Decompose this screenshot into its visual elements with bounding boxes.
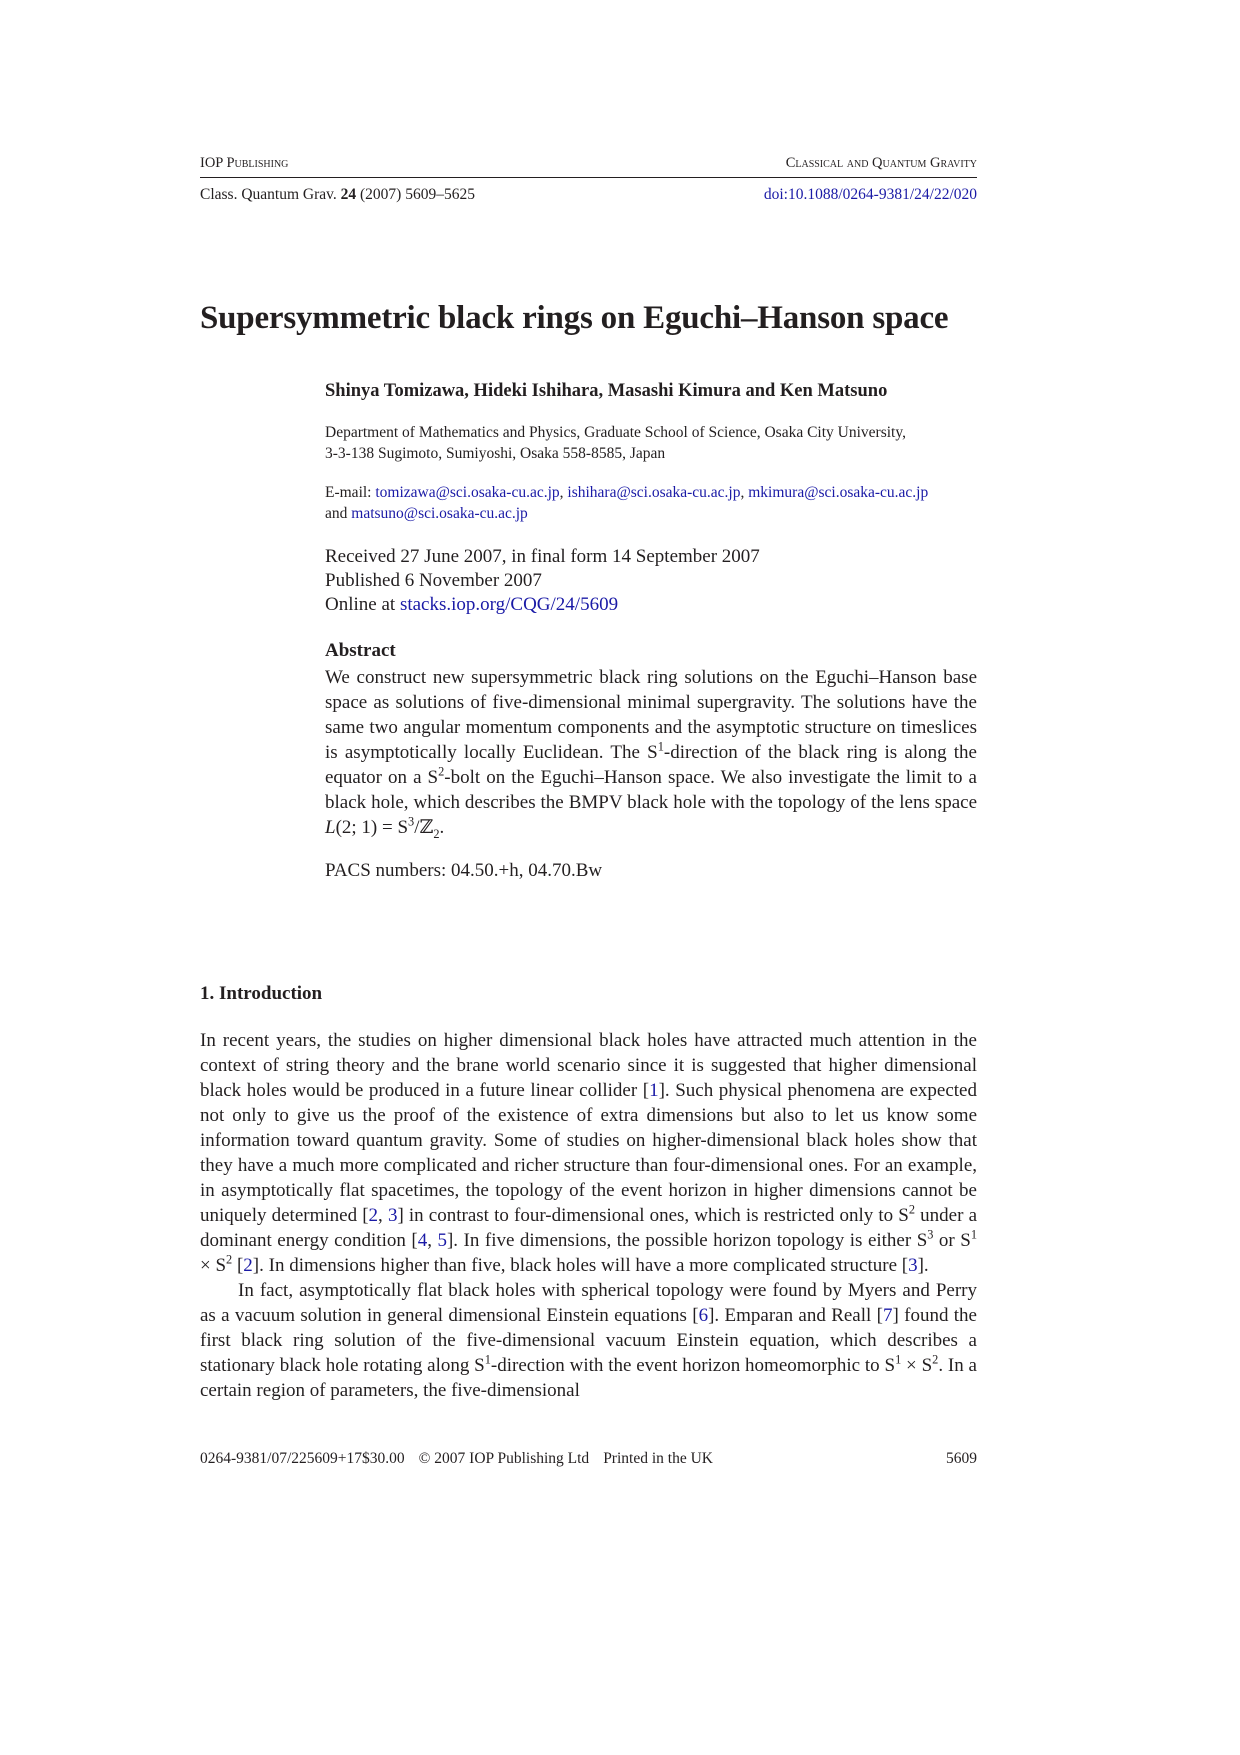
affiliation-line-1: Department of Mathematics and Physics, Graduate School of Science, Osaka City University, [325,424,906,441]
ref-link-5[interactable]: 5 [437,1230,447,1251]
intro-paragraph-1: In recent years, the studies on higher dimensional black holes have attracted much attention in the context of string theory and the brane world scenario since it is suggested that higher dimensional black holes would be produced in a future linear collider [1]. Such physical phenomena are expected not only to give us the proof of the existence of extra dimensions but also to let us know some information toward quantum gravity. Some of studies on higher-dimensional black holes show that they have a much more complicated and richer structure than four-dimensional ones. For an example, in asymptotically flat spacetimes, the topology of the event horizon in higher dimensions cannot be uniquely determined [2, 3] in contrast to four-dimensional ones, which is restricted only to $S^2$ under a dominant energy condition [4, 5]. In five dimensions, the possible horizon topology is either $S^3$ or $S^1 \times S^2$ [2]. In dimensions higher than five, black holes will have a more complicated structure [3]. [200,1030,978,1276]
affiliation-line-2: 3-3-138 Sugimoto, Sumiyoshi, Osaka 558-8585, Japan [325,445,666,462]
author-list: Shinya Tomizawa, Hideki Ishihara, Masashi Kimura and Ken Matsuno [325,381,888,401]
ref-link-2b[interactable]: 2 [243,1255,253,1276]
lens-args: (2; 1) = S [335,817,409,838]
footer-printed: Printed in the UK [603,1450,713,1467]
quotient-symbol: /ℤ [414,817,434,838]
online-link[interactable]: stacks.iop.org/CQG/24/5609 [399,594,619,615]
email-link-ishihara[interactable]: ishihara@sci.osaka-cu.ac.jp [567,484,741,501]
journal-name: Classical and Quantum Gravity [785,155,977,171]
sup-s1: 1 [657,739,664,754]
sup-s3: 3 [408,814,415,829]
online-label: Online at [325,594,396,615]
sub-z2: 2 [433,826,440,841]
footer-copyright: © 2007 IOP Publishing Ltd [418,1450,590,1467]
page-number: 5609 [946,1450,977,1467]
pacs-numbers: PACS numbers: 04.50.+h, 04.70.Bw [325,860,603,881]
citation-volume: 24 [340,186,357,203]
footer-issn: 0264-9381/07/225609+17$30.00 [200,1450,405,1467]
ref-link-3b[interactable]: 3 [908,1255,918,1276]
ref-link-7[interactable]: 7 [882,1305,893,1326]
ref-link-1[interactable]: 1 [649,1080,659,1101]
citation [200,186,475,204]
abstract-end: . [439,817,445,838]
running-header [200,155,977,178]
footer-info [200,1450,713,1468]
email-and: and [325,505,348,522]
sup-s2: 2 [438,764,445,779]
intro-paragraph-2: In fact, asymptotically flat black holes with spherical topology were found by Myers and Perry as a vacuum solution in general dimensional Einstein equations [6]. Emparan and Reall [7] found the first black ring solution of the five-dimensional vacuum Einstein equation, which describes a stationary black hole rotating along $S^1$-direction with the event horizon homeomorphic to $S^1 \times S^2$. In a certain region of parameters, the five-dimensional [200,1280,977,1401]
email-link-tomizawa[interactable]: tomizawa@sci.osaka-cu.ac.jp [375,484,560,501]
ref-link-6[interactable]: 6 [698,1305,709,1326]
section-heading-introduction: 1. Introduction [200,983,323,1004]
email-link-matsuno[interactable]: matsuno@sci.osaka-cu.ac.jp [351,505,528,522]
citation-suffix: (2007) 5609–5625 [360,186,475,203]
ref-link-2[interactable]: 2 [368,1205,379,1226]
doi-link[interactable]: doi:10.1088/0264-9381/24/22/020 [763,186,977,203]
publication-dates [325,545,977,617]
email-link-kimura[interactable]: mkimura@sci.osaka-cu.ac.jp [748,484,929,501]
lens-symbol: L [325,817,336,838]
online-at [325,593,977,617]
email-block: E-mail: tomizawa@sci.osaka-cu.ac.jp, ishihara@sci.osaka-cu.ac.jp, mkimura@sci.osaka-cu.ac.jp and matsuno@sci.osaka-cu.ac.jp [325,484,929,522]
affiliation [325,422,977,464]
published-date: Published 6 November 2007 [325,570,542,591]
abstract-part-2: -direction of the black ring is along the equator on a S [325,742,977,788]
abstract-part-1: We construct new supersymmetric black ring solutions on the Eguchi–Hanson base space as solutions of five-dimensional minimal supergravity. The solutions have the same two angular momentum components and the asymptotic structure on timeslices is asymptotically locally Euclidean. The S [325,667,977,763]
publisher-name: IOP Publishing [200,155,289,171]
received-date: Received 27 June 2007, in final form 14 September 2007 [325,546,760,567]
abstract-part-3: -bolt on the Eguchi–Hanson space. We also investigate the limit to a black hole, which describes the BMPV black hole with the topology of the lens space [325,767,977,813]
ref-link-3[interactable]: 3 [387,1205,398,1226]
introduction-body [200,1028,977,1403]
abstract-heading: Abstract [325,640,396,661]
abstract-text [325,665,977,840]
citation-prefix: Class. Quantum Grav. [200,186,337,203]
paper-title: Supersymmetric black rings on Eguchi–Hanson space [200,300,949,336]
email-label: E-mail: [325,484,372,501]
ref-link-4[interactable]: 4 [417,1230,428,1251]
